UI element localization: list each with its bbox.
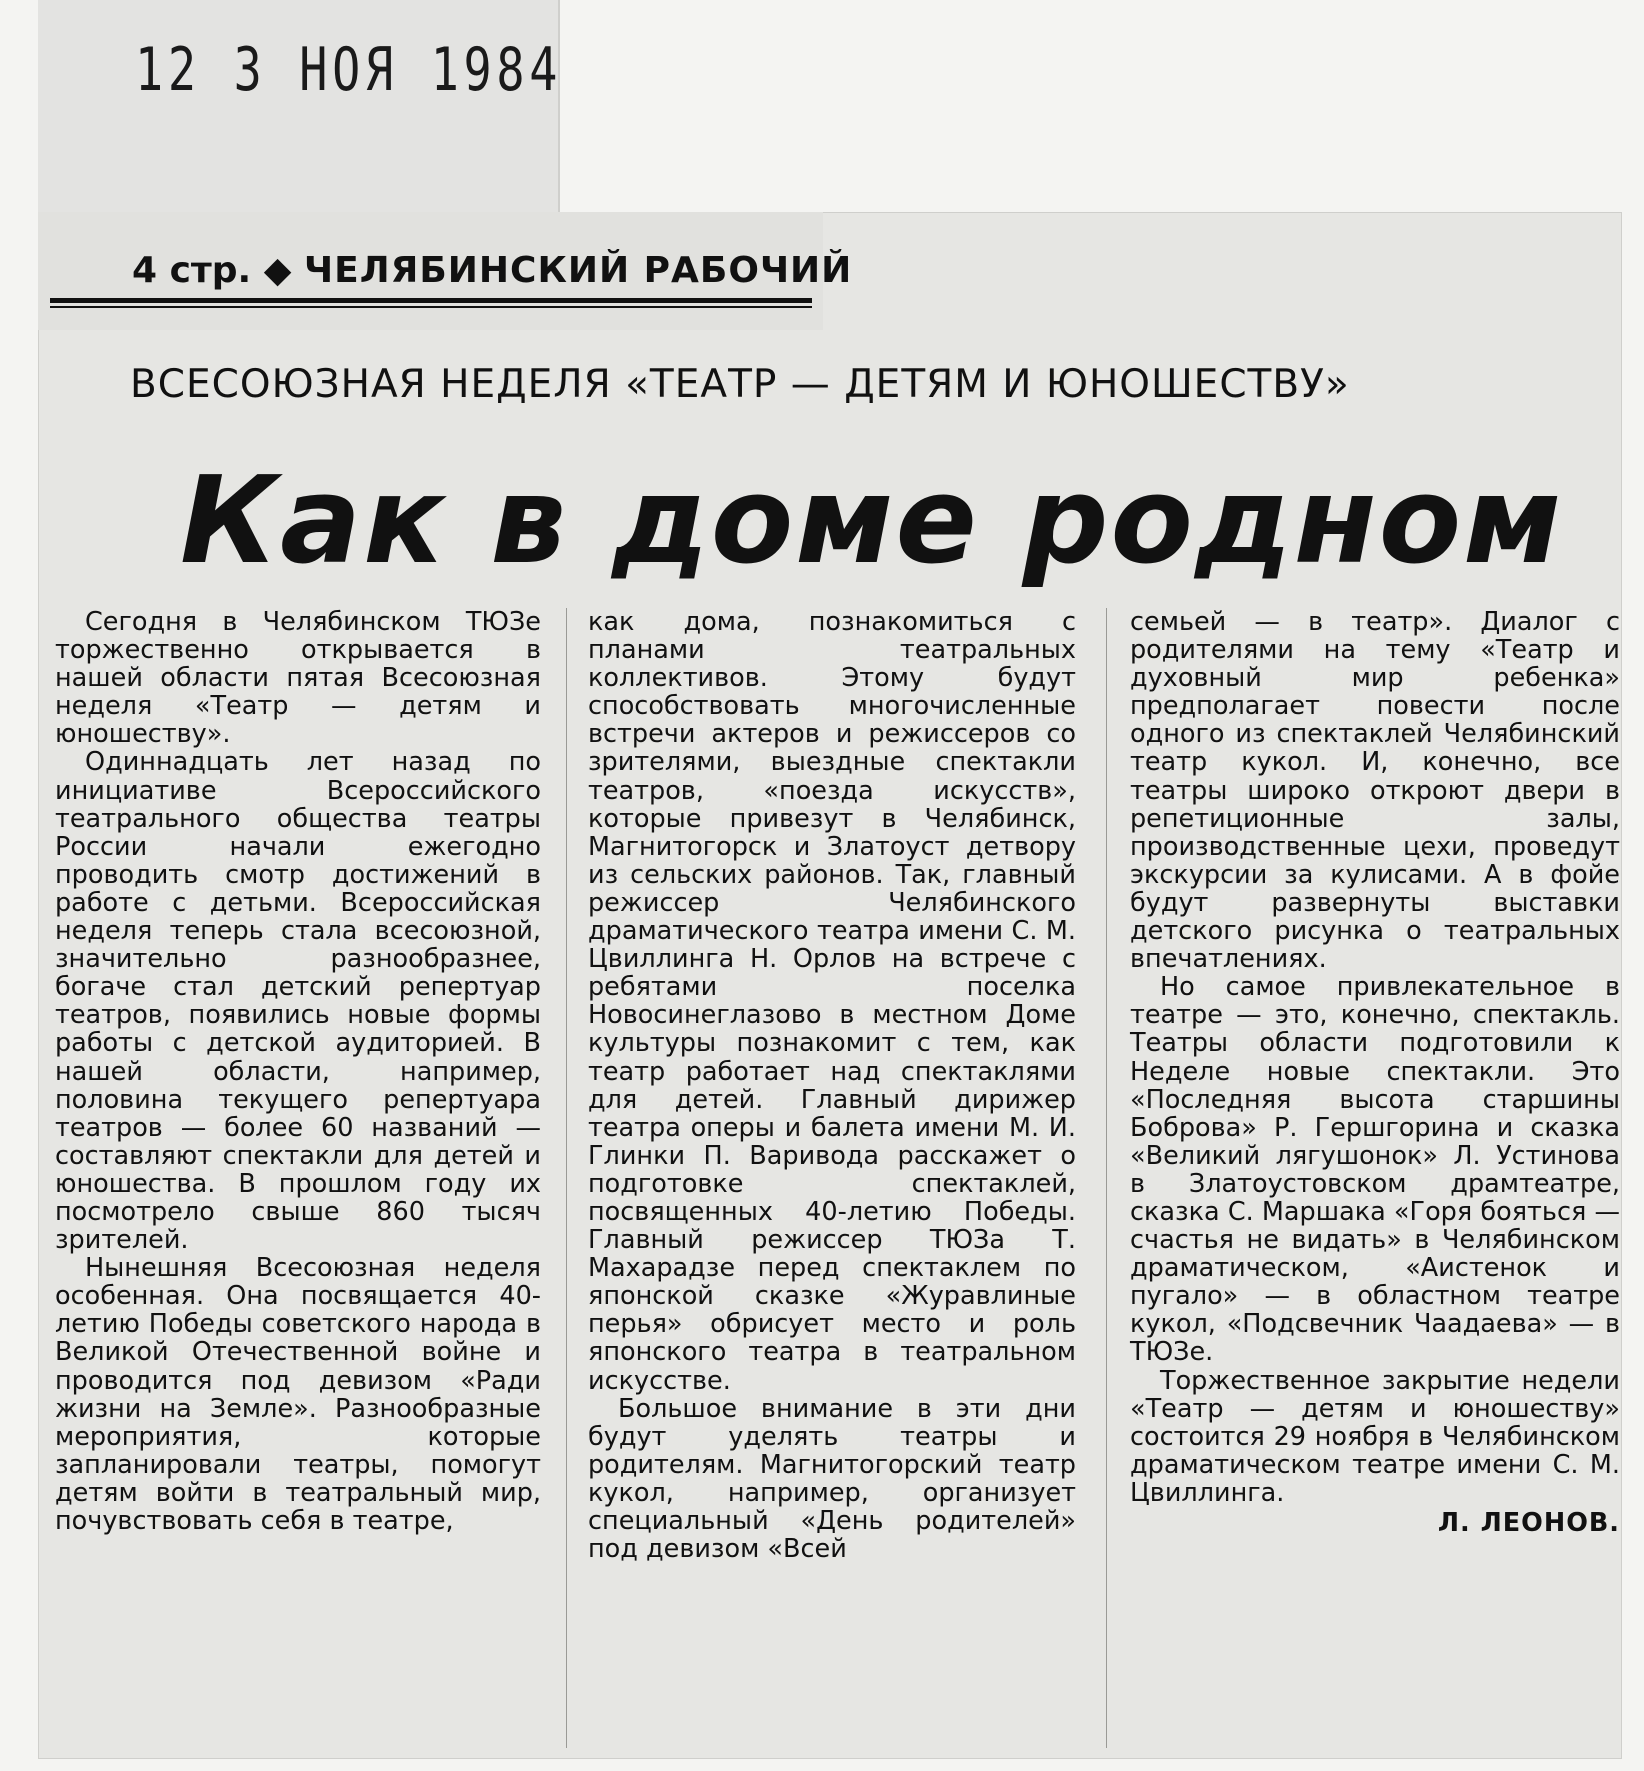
paragraph: Торжественное закрытие недели «Театр — детям и юношеству» состоится 29 ноября в Челябинском драматическом театре имени С. М. Цвиллинга. [1130,1365,1620,1508]
column-divider [566,608,567,1748]
rubric: ВСЕСОЮЗНАЯ НЕДЕЛЯ «ТЕАТР — ДЕТЯМ И ЮНОШЕСТВУ» [130,362,1350,407]
paragraph: как дома, познакомиться с планами театральных коллективов. Этому будут способствовать многочисленные встречи актеров и режиссеров со зрителями, выездные спектакли театров, «поезда искусств», которые привезут в Челябинск, Магнитогорск и Златоуст детвору из сельских районов. Так, главный режиссер Челябинского драматического театра имени С. М. Цвиллинга Н. Орлов на встрече с ребятами поселка Новосинеглазово в местном Доме культуры познакомит с тем, как театр работает над спектаклями для детей. Главный дирижер театра оперы и балета имени М. И. Глинки П. Варивода расскажет о подготовке спектаклей, посвященных 40-летию Победы. Главный режиссер ТЮЗа Т. Махарадзе перед спектаклем по японской сказке «Журавлиные перья» обрисует место и роль японского театра в театральном искусстве. [588,607,1076,1396]
paragraph: Нынешняя Всесоюзная неделя особенная. Она посвящается 40-летию Победы советского народа в Великой Отечественной войне и проводится под девизом «Ради жизни на Земле». Разнообразные мероприятия, которые запланировали театры, помогут детям войти в театральный мир, почувствовать себя в театре, [55,1253,541,1536]
article-column-2 [588,608,1076,1563]
page-number: 4 стр. [132,250,252,291]
paragraph: Большое внимание в эти дни будут уделять театры и родителям. Магнитогорский театр кукол, например, организует специальный «День родителей» под девизом «Всей [588,1393,1076,1565]
article-column-1 [55,608,541,1535]
column-divider [1106,608,1107,1748]
newspaper-name: ЧЕЛЯБИНСКИЙ РАБОЧИЙ [304,250,853,291]
paragraph: Но самое привлекательное в театре — это, конечно, спектакль. Театры области подготовили к Неделе новые спектакли. Это «Последняя высота старшины Боброва» Р. Гершгорина и сказка «Великий лягушонок» Л. Устинова в Златоустовском драмтеатре, сказка С. Маршака «Горя бояться — счастья не видать» в Челябинском драматическом, «Аистенок и пугало» — в областном театре кукол, «Подсвечник Чаадаева» — в ТЮЗе. [1130,972,1620,1368]
clipping-top-fragment [38,0,563,212]
article-column-3 [1130,608,1620,1537]
paragraph: Одиннадцать лет назад по инициативе Всероссийского театрального общества театры России начали ежегодно проводить смотр достижений в работе с детьми. Всероссийская неделя теперь стала всесоюзной, значительно разнообразнее, богаче стал детский репертуар театров, появились новые формы работы с детской аудиторией. В нашей области, например, половина текущего репертуара театров — более 60 названий — составляют спектакли для детей и юношества. В прошлом году их посмотрело свыше 860 тысяч зрителей. [55,747,541,1256]
paragraph: семьей — в театр». Диалог с родителями на тему «Театр и духовный мир ребенка» предполагает повести после одного из спектаклей Челябинский театр кукол. И, конечно, все театры широко откроют двери в репетиционные залы, производственные цехи, проведут экскурсии за кулисами. А в фойе будут развернуты выставки детского рисунка о театральных впечатлениях. [1130,607,1620,975]
headline: Как в доме родном [180,452,1564,591]
diamond-icon: ◆ [263,250,292,291]
author-signature: Л. ЛЕОНОВ. [1437,1508,1620,1538]
header-rule-thin [50,306,812,308]
date-stamp: 12 3 НОЯ 1984 [135,35,563,105]
header-rule [50,298,812,303]
paragraph: Сегодня в Челябинском ТЮЗе торжественно открывается в нашей области пятая Всесоюзная неделя «Театр — детям и юношеству». [55,607,541,750]
newspaper-page-line [132,250,852,291]
